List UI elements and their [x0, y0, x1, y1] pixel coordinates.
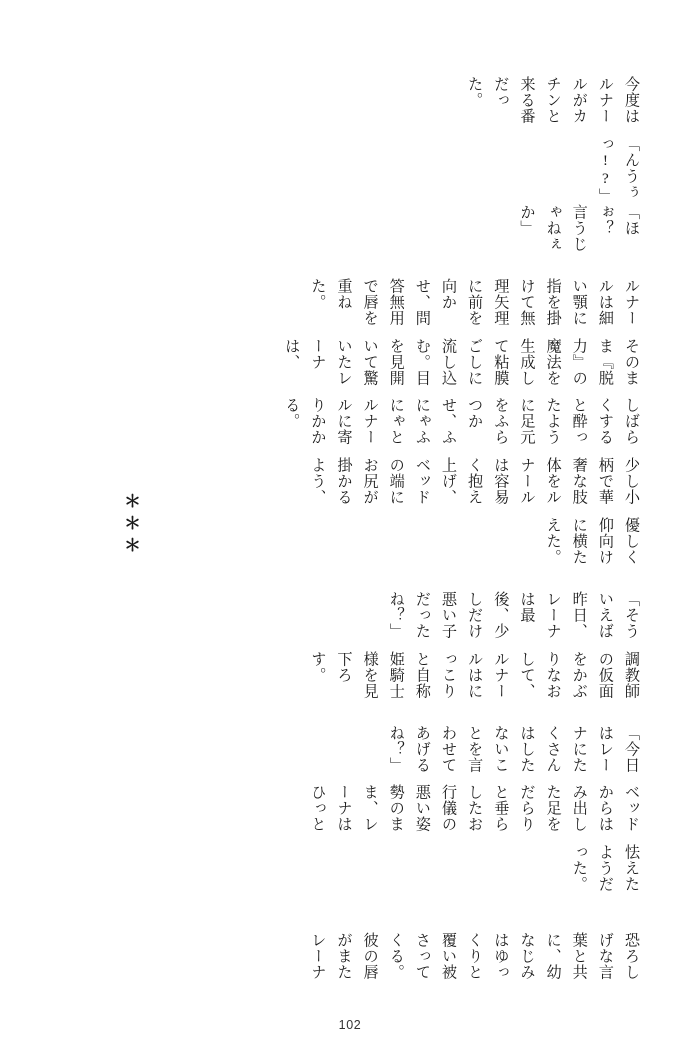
text-column: 「んうぅっ!?」 — [596, 135, 640, 204]
text-column: しばらくすると酔ったように足元をふらつかせ、ふにゃふにゃとルナールに寄りかかる。 — [283, 397, 640, 446]
text-column: 少し小柄で華奢な肢体をルナールは容易く抱え上げ、ベッドの端にお尻が掛かるよう、 — [309, 457, 640, 506]
text-column: 「ほぉ？ 言うじゃねぇか」 — [518, 203, 640, 253]
text-column: 優しく仰向けに横たえた。 — [544, 517, 640, 566]
text-column: 恐ろしげな言葉と共に、幼なじみはゆっくりと覆い被さってくる。彼の唇がまたレーナ — [309, 932, 640, 981]
page-number: 102 — [338, 1018, 362, 1032]
text-column: ルナールは細い顎に指を掛けて無理矢理に前を向かせ、問答無用で唇を重ねた。 — [309, 277, 640, 327]
text-column: 調教師の仮面をかぶりなおして、ルナールはにっこりと自称姫騎士様を見下ろす。 — [309, 650, 640, 700]
text-column: 「そういえば昨日、レーナは最後、少しだけ悪い子だったね？」 — [387, 590, 640, 640]
text-column: そのまま『脱力』の魔法を生成して粘膜ごしに流し込む。目を見開いて驚いたレーナは、 — [283, 337, 640, 386]
text-column: ベッドからはみ出した足をだらりと垂らしたお行儀の悪い姿勢のまま、レーナはひっと — [309, 784, 640, 833]
section-break: ＊＊＊ — [121, 492, 140, 559]
text-column: 怯えたようだった。 — [570, 844, 640, 893]
text-column: 「今日はレーナにたくさんはしたないことを言わせてあげるね？」 — [387, 724, 640, 773]
text-column: 今度はルナールがカチンと来る番だった。 — [466, 76, 640, 125]
